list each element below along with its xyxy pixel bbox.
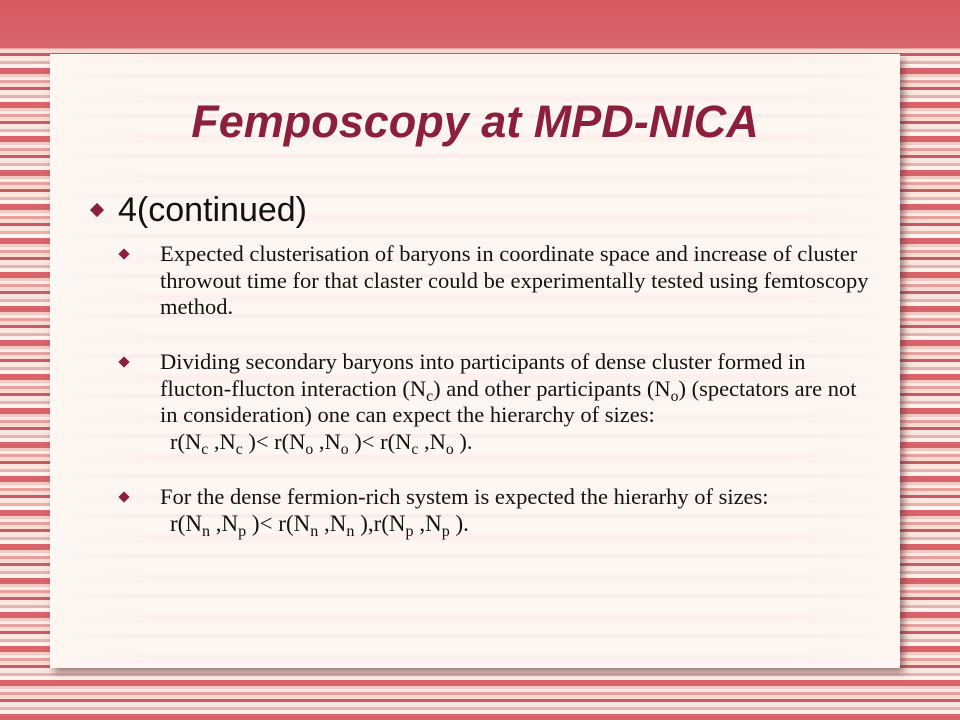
slide bbox=[50, 54, 900, 668]
diamond-bullet-icon bbox=[118, 248, 129, 259]
main-bullet bbox=[92, 190, 307, 230]
hierarchy-formula-2: $r(N_n$ $,N_p$ )< $r(N_n$ $,N_n$ )$,r(N_p$ $,N_p$ ). bbox=[170, 510, 469, 540]
sub-bullet-1-text: Expected clusterisation of baryons in coordinate space and increase of cluster throwout time for that claster could be experimentally tested using femtoscopy method. bbox=[160, 241, 869, 320]
sub-bullet-2-text: Dividing secondary baryons into participants of dense cluster formed in flucton-flucton interaction $(N_c)$ and other participants $(N_o)$ (spectators are not in consideration) one can expect the hierarchy of sizes: $r(N_c$ $,N_c$ )< $r(N_o$ $,N_o$ )< $r(N_c$ $,N_o$ ). bbox=[160, 349, 876, 455]
diamond-bullet-icon bbox=[118, 356, 129, 367]
sub-bullet-3 bbox=[116, 484, 876, 540]
sub-bullet-2 bbox=[116, 349, 876, 458]
sub-bullet-1 bbox=[116, 241, 876, 321]
diamond-bullet-icon bbox=[118, 491, 129, 502]
sub-bullet-3-text: For the dense fermion-rich system is expected the hierarhy of sizes: $r(N_n$ $,N_p$ )< $r(N_n$ $,N_n$ )$,r(N_p$ $,N_p$ ). bbox=[160, 484, 876, 537]
top-band bbox=[0, 0, 960, 48]
hierarchy-formula-1: $r(N_c$ $,N_c$ )< $r(N_o$ $,N_o$ )< $r(N_c$ $,N_o$ ). bbox=[170, 428, 473, 458]
slide-title: Femposcopy at MPD-NICA bbox=[191, 96, 759, 147]
diamond-bullet-icon bbox=[90, 203, 104, 217]
main-bullet-text: 4(continued) bbox=[118, 191, 308, 229]
